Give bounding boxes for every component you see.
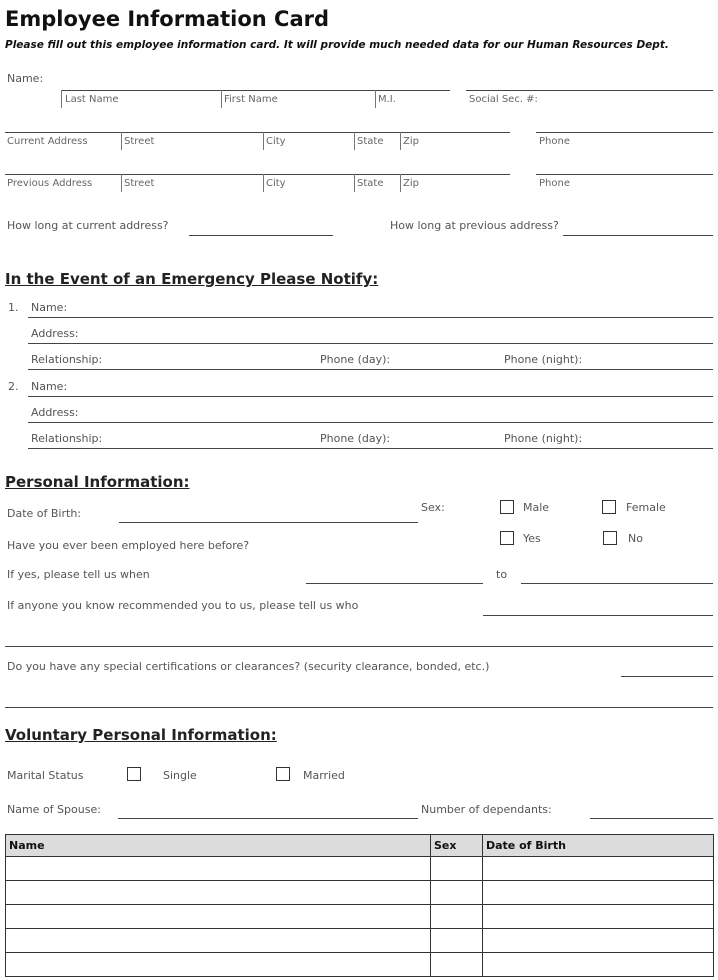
male-label: Male xyxy=(523,501,550,514)
single-label: Single xyxy=(163,769,197,782)
dependants-table xyxy=(5,834,714,977)
contact-address-label: Address: xyxy=(31,327,79,340)
address-divider xyxy=(354,174,355,192)
how-long-previous-label: How long at previous address? xyxy=(390,219,559,232)
marital-status-label: Marital Status xyxy=(7,769,84,782)
married-label: Married xyxy=(303,769,345,782)
name-label: Name: xyxy=(7,72,44,85)
name-cell[interactable] xyxy=(6,953,431,977)
how-long-current-line[interactable] xyxy=(189,235,333,236)
name-cell[interactable] xyxy=(6,905,431,929)
female-checkbox[interactable] xyxy=(602,500,616,514)
mi-label: M.I. xyxy=(378,94,396,105)
address-divider xyxy=(400,174,401,192)
single-checkbox[interactable] xyxy=(127,767,141,781)
dob-label: Date of Birth: xyxy=(7,507,82,520)
sex-label: Sex: xyxy=(421,501,445,514)
sex-cell[interactable] xyxy=(431,881,483,905)
dob-cell[interactable] xyxy=(483,929,714,953)
city-label: City xyxy=(266,178,286,189)
name-divider xyxy=(375,90,376,108)
current-address-label: Current Address xyxy=(7,136,88,147)
last-name-label: Last Name xyxy=(65,94,119,105)
contact-name-line[interactable] xyxy=(28,317,713,318)
table-row xyxy=(6,953,714,977)
name-line[interactable] xyxy=(61,90,450,91)
no-checkbox[interactable] xyxy=(603,531,617,545)
spouse-line[interactable] xyxy=(118,818,418,819)
spouse-label: Name of Spouse: xyxy=(7,803,101,816)
certifications-line-2[interactable] xyxy=(5,707,713,708)
address-divider xyxy=(121,132,122,150)
how-long-previous-line[interactable] xyxy=(563,235,713,236)
address-divider xyxy=(263,132,264,150)
certifications-label: Do you have any special certifications or clearances? (security clearance, bonded, etc.) xyxy=(7,660,490,673)
dependants-label: Number of dependants: xyxy=(421,803,552,816)
contact-number: 1. xyxy=(8,301,19,314)
recommended-label: If anyone you know recommended you to us, please tell us who xyxy=(7,599,359,612)
contact-relationship-line[interactable] xyxy=(28,369,713,370)
dob-cell[interactable] xyxy=(483,953,714,977)
recommended-line[interactable] xyxy=(483,615,713,616)
zip-label: Zip xyxy=(403,136,419,147)
street-label: Street xyxy=(124,178,155,189)
dob-line[interactable] xyxy=(119,522,418,523)
contact-relationship-line[interactable] xyxy=(28,448,713,449)
name-divider xyxy=(221,90,222,108)
if-yes-label: If yes, please tell us when xyxy=(7,568,150,581)
current-phone-line[interactable] xyxy=(536,132,713,133)
sex-cell[interactable] xyxy=(431,929,483,953)
name-column-header: Name xyxy=(6,835,431,857)
married-checkbox[interactable] xyxy=(276,767,290,781)
table-header-row xyxy=(6,835,714,857)
contact-phone-day-label: Phone (day): xyxy=(320,432,391,445)
name-cell[interactable] xyxy=(6,881,431,905)
female-label: Female xyxy=(626,501,666,514)
employed-to-line[interactable] xyxy=(521,583,713,584)
phone-label: Phone xyxy=(539,136,570,147)
employed-before-label: Have you ever been employed here before? xyxy=(7,539,250,552)
address-divider xyxy=(263,174,264,192)
certifications-line[interactable] xyxy=(621,676,713,677)
employed-from-line[interactable] xyxy=(306,583,483,584)
city-label: City xyxy=(266,136,286,147)
table-row xyxy=(6,881,714,905)
contact-phone-night-label: Phone (night): xyxy=(504,432,583,445)
dob-cell[interactable] xyxy=(483,905,714,929)
dob-column-header: Date of Birth xyxy=(483,835,714,857)
dob-cell[interactable] xyxy=(483,857,714,881)
recommended-line-2[interactable] xyxy=(5,646,713,647)
previous-phone-line[interactable] xyxy=(536,174,713,175)
contact-address-line[interactable] xyxy=(28,422,713,423)
contact-address-line[interactable] xyxy=(28,343,713,344)
table-row xyxy=(6,929,714,953)
dob-cell[interactable] xyxy=(483,881,714,905)
address-divider xyxy=(121,174,122,192)
name-cell[interactable] xyxy=(6,929,431,953)
contact-name-label: Name: xyxy=(31,380,68,393)
street-label: Street xyxy=(124,136,155,147)
name-cell[interactable] xyxy=(6,857,431,881)
current-address-line[interactable] xyxy=(5,132,510,133)
no-label: No xyxy=(628,532,643,545)
yes-label: Yes xyxy=(523,532,541,545)
contact-phone-night-label: Phone (night): xyxy=(504,353,583,366)
sex-cell[interactable] xyxy=(431,953,483,977)
name-divider xyxy=(61,90,62,108)
table-row xyxy=(6,905,714,929)
personal-heading: Personal Information: xyxy=(5,473,190,491)
page-title: Employee Information Card xyxy=(5,7,330,31)
to-label: to xyxy=(496,568,508,581)
state-label: State xyxy=(357,178,384,189)
table-row xyxy=(6,857,714,881)
intro-text: Please fill out this employee information card. It will provide much needed data for our Human Resources Dept. xyxy=(5,39,669,51)
ssn-line[interactable] xyxy=(466,90,713,91)
ssn-label: Social Sec. #: xyxy=(469,94,538,105)
contact-number: 2. xyxy=(8,380,19,393)
voluntary-heading: Voluntary Personal Information: xyxy=(5,726,277,744)
yes-checkbox[interactable] xyxy=(500,531,514,545)
zip-label: Zip xyxy=(403,178,419,189)
contact-address-label: Address: xyxy=(31,406,79,419)
contact-phone-day-label: Phone (day): xyxy=(320,353,391,366)
contact-name-line[interactable] xyxy=(28,396,713,397)
contact-name-label: Name: xyxy=(31,301,68,314)
state-label: State xyxy=(357,136,384,147)
how-long-current-label: How long at current address? xyxy=(7,219,169,232)
dependants-line[interactable] xyxy=(590,818,713,819)
sex-column-header: Sex xyxy=(431,835,483,857)
contact-relationship-label: Relationship: xyxy=(31,432,103,445)
phone-label: Phone xyxy=(539,178,570,189)
sex-cell[interactable] xyxy=(431,905,483,929)
address-divider xyxy=(400,132,401,150)
sex-cell[interactable] xyxy=(431,857,483,881)
emergency-heading: In the Event of an Emergency Please Notify: xyxy=(5,270,379,288)
previous-address-line[interactable] xyxy=(5,174,510,175)
first-name-label: First Name xyxy=(224,94,278,105)
contact-relationship-label: Relationship: xyxy=(31,353,103,366)
male-checkbox[interactable] xyxy=(500,500,514,514)
previous-address-label: Previous Address xyxy=(7,178,93,189)
address-divider xyxy=(354,132,355,150)
